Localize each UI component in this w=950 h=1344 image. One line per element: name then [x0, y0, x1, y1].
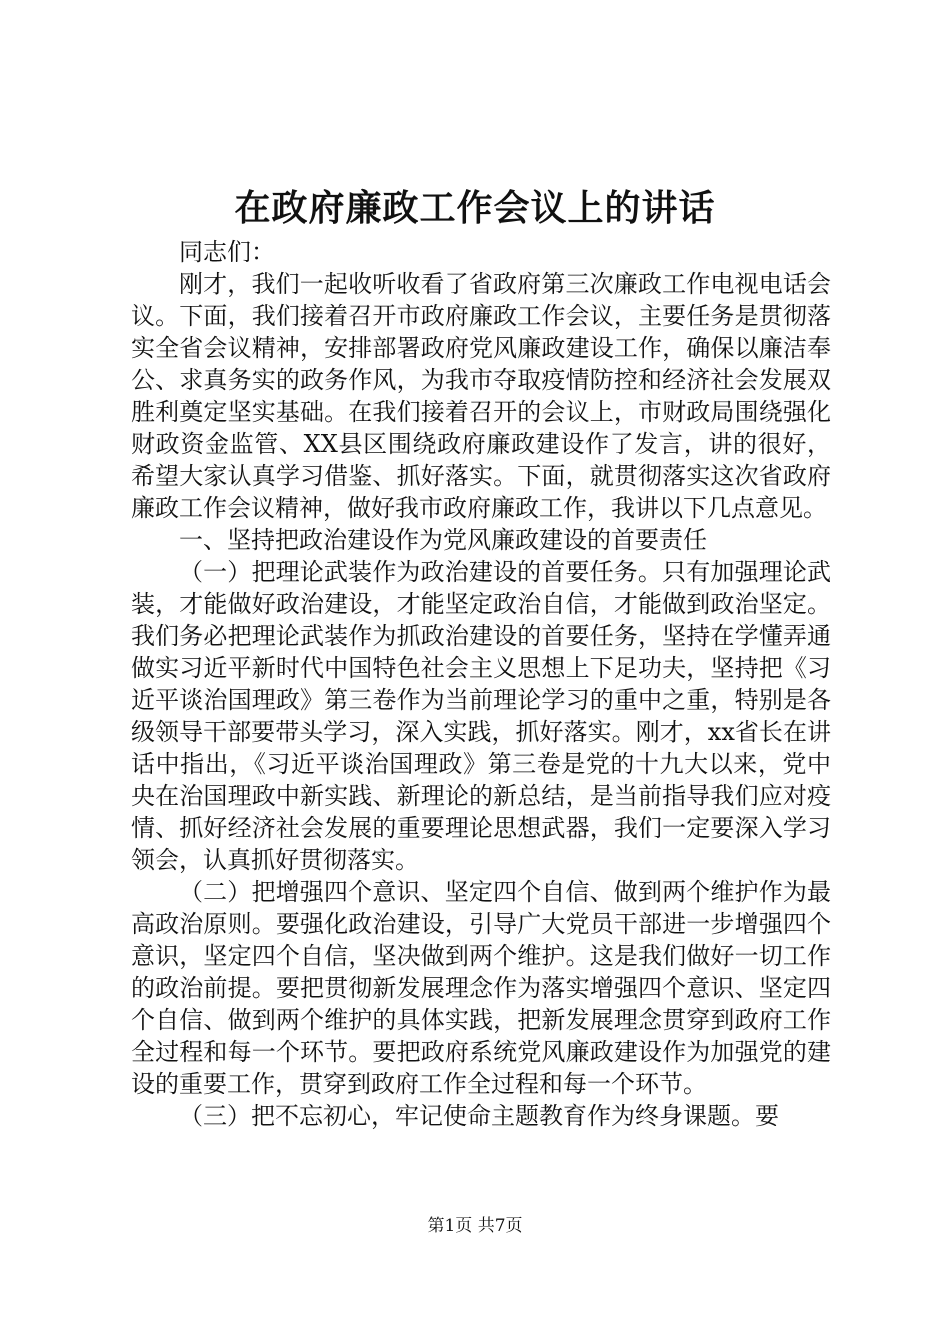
- document-body: [131, 236, 831, 1132]
- paragraph-intro: 刚才，我们一起收听收看了省政府第三次廉政工作电视电话会议。下面，我们接着召开市政府廉政工作会议，主要任务是贯彻落实全省会议精神，安排部署政府党风廉政建设工作，确保以廉洁奉公、求真务实的政务作风，为我市夺取疫情防控和经济社会发展双胜利奠定坚实基础。在我们接着召开的会议上，市财政局围绕强化财政资金监管、XX县区围绕政府廉政建设作了发言，讲的很好，希望大家认真学习借鉴、抓好落实。下面，就贯彻落实这次省政府廉政工作会议精神，做好我市政府廉政工作，我讲以下几点意见。: [131, 270, 831, 522]
- paragraph-point-1: （一）把理论武装作为政治建设的首要任务。只有加强理论武装，才能做好政治建设，才能坚定政治自信，才能做到政治坚定。我们务必把理论武装作为抓政治建设的首要任务，坚持在学懂弄通做实习近平新时代中国特色社会主义思想上下足功夫，坚持把《习近平谈治国理政》第三卷作为当前理论学习的重中之重，特别是各级领导干部要带头学习，深入实践，抓好落实。刚才，xx省长在讲话中指出，《习近平谈治国理政》第三卷是党的十九大以来，党中央在治国理政中新实践、新理论的新总结，是当前指导我们应对疫情、抓好经济社会发展的重要理论思想武器，我们一定要深入学习领会，认真抓好贯彻落实。: [131, 558, 831, 874]
- paragraph-point-2: （二）把增强四个意识、坚定四个自信、做到两个维护作为最高政治原则。要强化政治建设，引导广大党员干部进一步增强四个意识，坚定四个自信，坚决做到两个维护。这是我们做好一切工作的政治前提。要把贯彻新发展理念作为落实增强四个意识、坚定四个自信、做到两个维护的具体实践，把新发展理念贯穿到政府工作全过程和每一个环节。要把政府系统党风廉政建设作为加强党的建设的重要工作，贯穿到政府工作全过程和每一个环节。: [131, 878, 831, 1098]
- section-heading-1: 一、坚持把政治建设作为党风廉政建设的首要责任: [179, 526, 707, 554]
- page-footer: 第1页 共7页: [427, 1216, 523, 1236]
- salutation: 同志们：: [179, 238, 275, 266]
- paragraph-point-3: （三）把不忘初心，牢记使命主题教育作为终身课题。要: [179, 1102, 779, 1130]
- document-title: 在政府廉政工作会议上的讲话: [234, 187, 716, 229]
